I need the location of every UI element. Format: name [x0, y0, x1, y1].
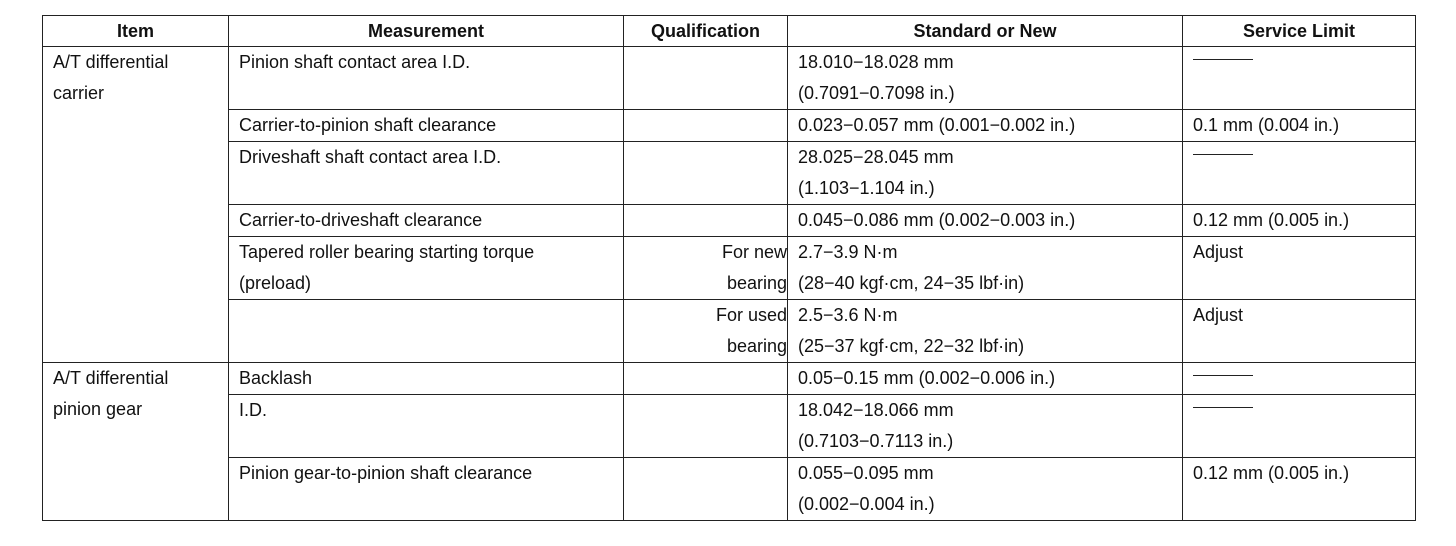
standard-line: (0.7103−0.7113 in.): [798, 431, 954, 451]
qualification-cell: [624, 110, 788, 142]
standard-cell: [788, 237, 1183, 300]
qualification-cell: [624, 47, 788, 110]
standard-line: 28.025−28.045 mm: [798, 147, 954, 167]
standard-line: (25−37 kgf·cm, 22−32 lbf·in): [798, 336, 1025, 356]
standard-line: (1.103−1.104 in.): [798, 178, 935, 198]
service-limit-cell: 0.1 mm (0.004 in.): [1183, 110, 1416, 142]
item-cell: [43, 47, 229, 363]
header-item: Item: [43, 16, 229, 47]
spec-table: [42, 15, 1416, 521]
table-row: [43, 205, 1416, 237]
service-limit-cell: Adjust: [1183, 237, 1416, 300]
item-line: pinion gear: [53, 399, 143, 419]
table-row: [43, 395, 1416, 458]
measurement-cell: [229, 363, 624, 395]
qualification-line: For used: [715, 305, 787, 325]
qualification-line: bearing: [726, 273, 787, 293]
qualification-cell: [624, 363, 788, 395]
standard-cell: [788, 110, 1183, 142]
qualification-cell: [624, 458, 788, 521]
standard-cell: [788, 395, 1183, 458]
measurement-cell: [229, 458, 624, 521]
standard-line: 0.055−0.095 mm: [798, 463, 934, 483]
qualification-cell: [624, 300, 788, 363]
standard-cell: [788, 47, 1183, 110]
service-limit-cell: [1183, 363, 1416, 395]
standard-cell: [788, 205, 1183, 237]
service-limit-cell: 0.12 mm (0.005 in.): [1183, 205, 1416, 237]
service-limit-cell: Adjust: [1183, 300, 1416, 363]
standard-line: 0.045−0.086 mm (0.002−0.003 in.): [798, 210, 1076, 230]
no-limit-dash: [1193, 59, 1253, 60]
standard-cell: [788, 458, 1183, 521]
no-limit-dash: [1193, 407, 1253, 408]
qualification-cell: [624, 142, 788, 205]
measurement-cell: [229, 395, 624, 458]
service-limit-cell: [1183, 395, 1416, 458]
standard-line: 2.5−3.6 N·m: [798, 305, 898, 325]
standard-line: (28−40 kgf·cm, 24−35 lbf·in): [798, 273, 1025, 293]
header-standard: Standard or New: [788, 16, 1183, 47]
table-row: [43, 300, 1416, 363]
standard-cell: [788, 363, 1183, 395]
standard-line: (0.002−0.004 in.): [798, 494, 935, 514]
measurement-line: Tapered roller bearing starting torque: [239, 242, 535, 262]
table-row: [43, 363, 1416, 395]
measurement-cell: [229, 110, 624, 142]
service-limit-cell: 0.12 mm (0.005 in.): [1183, 458, 1416, 521]
table-row: [43, 110, 1416, 142]
table-row: [43, 47, 1416, 110]
measurement-cell: [229, 205, 624, 237]
qualification-line: bearing: [726, 336, 787, 356]
no-limit-dash: [1193, 375, 1253, 376]
standard-line: 0.05−0.15 mm (0.002−0.006 in.): [798, 368, 1056, 388]
standard-line: 2.7−3.9 N·m: [798, 242, 898, 262]
table-row: [43, 458, 1416, 521]
item-line: A/T differential: [53, 368, 169, 388]
measurement-cell: [229, 47, 624, 110]
measurement-line: Pinion gear-to-pinion shaft clearance: [239, 463, 533, 483]
no-limit-dash: [1193, 154, 1253, 155]
item-line: carrier: [53, 83, 105, 103]
table-row: [43, 142, 1416, 205]
table-row: [43, 237, 1416, 300]
service-limit-cell: [1183, 47, 1416, 110]
service-limit-cell: [1183, 142, 1416, 205]
qualification-line: For new: [721, 242, 787, 262]
measurement-line: I.D.: [239, 400, 268, 420]
standard-line: 18.042−18.066 mm: [798, 400, 954, 420]
header-row: [43, 16, 1416, 47]
standard-cell: [788, 142, 1183, 205]
measurement-line: Backlash: [239, 368, 313, 388]
standard-line: 0.023−0.057 mm (0.001−0.002 in.): [798, 115, 1076, 135]
item-cell: [43, 363, 229, 521]
item-line: A/T differential: [53, 52, 169, 72]
qualification-cell: [624, 395, 788, 458]
standard-line: 18.010−18.028 mm: [798, 52, 954, 72]
measurement-line: Carrier-to-driveshaft clearance: [239, 210, 483, 230]
measurement-line: (preload): [239, 273, 312, 293]
header-measurement: Measurement: [229, 16, 624, 47]
measurement-cell: [229, 237, 624, 300]
measurement-line: Pinion shaft contact area I.D.: [239, 52, 471, 72]
measurement-line: Driveshaft shaft contact area I.D.: [239, 147, 502, 167]
measurement-line: Carrier-to-pinion shaft clearance: [239, 115, 497, 135]
header-qualification: Qualification: [624, 16, 788, 47]
qualification-cell: [624, 237, 788, 300]
measurement-cell: [229, 300, 624, 363]
standard-line: (0.7091−0.7098 in.): [798, 83, 955, 103]
qualification-cell: [624, 205, 788, 237]
measurement-cell: [229, 142, 624, 205]
standard-cell: [788, 300, 1183, 363]
header-service-limit: Service Limit: [1183, 16, 1416, 47]
